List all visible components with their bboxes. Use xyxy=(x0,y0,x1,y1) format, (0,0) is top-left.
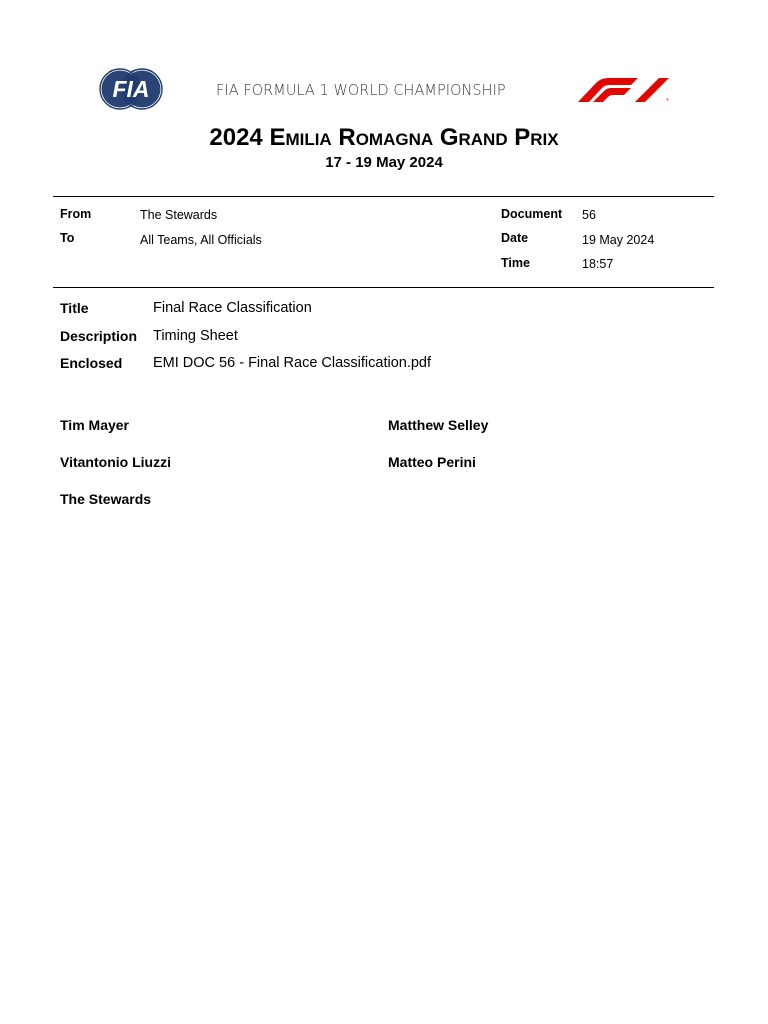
svg-text:®: ® xyxy=(666,97,669,102)
event-dates: 17 - 19 May 2024 xyxy=(325,154,443,171)
date-label: Date xyxy=(501,231,529,245)
document-value: 56 xyxy=(582,208,596,222)
title-value: Final Race Classification xyxy=(153,300,312,316)
description-label: Description xyxy=(60,328,138,344)
steward-name-matthew-selley: Matthew Selley xyxy=(388,417,489,433)
fia-logo-text: FIA xyxy=(112,76,150,102)
steward-name-tim-mayer: Tim Mayer xyxy=(60,417,129,433)
enclosed-attachment-link[interactable]: EMI DOC 56 - Final Race Classification.pdf xyxy=(153,355,432,371)
from-value: The Stewards xyxy=(140,208,218,222)
title-label: Title xyxy=(60,300,89,316)
top-divider xyxy=(53,196,714,197)
middle-divider xyxy=(53,287,714,288)
event-year: 2024 xyxy=(209,124,263,151)
fia-logo xyxy=(98,67,164,111)
stewards-signoff: The Stewards xyxy=(60,491,152,507)
enclosed-label: Enclosed xyxy=(60,355,123,371)
to-label: To xyxy=(60,231,75,245)
date-value: 19 May 2024 xyxy=(582,233,655,247)
time-value: 18:57 xyxy=(582,257,614,271)
to-value: All Teams, All Officials xyxy=(140,233,262,247)
description-value: Timing Sheet xyxy=(153,328,238,344)
event-name: Emilia Romagna Grand Prix xyxy=(269,124,559,151)
steward-name-matteo-perini: Matteo Perini xyxy=(388,454,476,470)
steward-name-vitantonio-liuzzi: Vitantonio Liuzzi xyxy=(60,454,171,470)
document-label: Document xyxy=(501,207,563,221)
championship-title: FIA FORMULA 1 WORLD CHAMPIONSHIP xyxy=(216,81,506,99)
event-title xyxy=(0,124,768,152)
time-label: Time xyxy=(501,256,530,270)
from-label: From xyxy=(60,207,92,221)
f1-logo xyxy=(576,77,670,102)
